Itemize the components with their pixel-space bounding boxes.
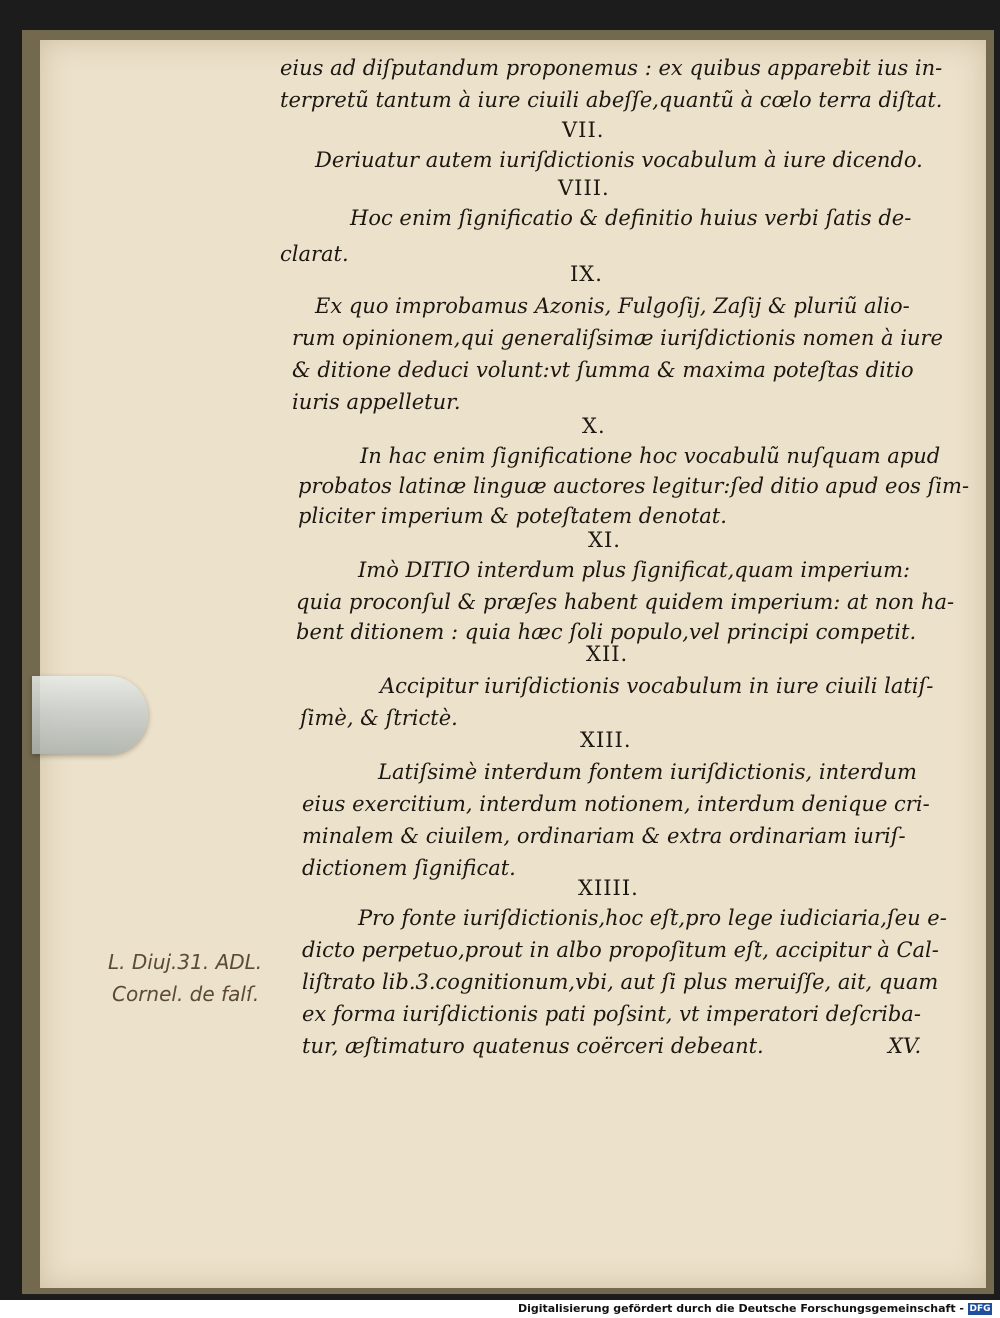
margin-note-line-2: Cornel. de falſ. xyxy=(112,982,260,1006)
section-number: VII. xyxy=(562,118,605,142)
section-number: XII. xyxy=(586,642,629,666)
section-number: XIIII. xyxy=(578,876,639,900)
text-line: eius ad diſputandum proponemus : ex quibus apparebit ius in- xyxy=(280,56,943,80)
text-line: & ditione deduci volunt:vt ſumma & maxima poteſtas ditio xyxy=(292,358,914,382)
section-number: X. xyxy=(582,414,606,438)
text-line: quia proconſul & præſes habent quidem imperium: at non ha- xyxy=(296,590,955,614)
text-line: rum opinionem,qui generaliſsimæ iuriſdictionis nomen à iure xyxy=(292,326,943,350)
text-line: pliciter imperium & poteſtatem denotat. xyxy=(298,504,727,528)
section-number: XIII. xyxy=(580,728,632,752)
text-line: minalem & ciuilem, ordinariam & extra ordinariam iuriſ- xyxy=(302,824,906,848)
footer-bar xyxy=(0,1300,1000,1318)
text-line: iuris appelletur. xyxy=(292,390,461,414)
text-line: liſtrato lib.3.cognitionum,vbi, aut ſi plus meruiſſe, ait, quam xyxy=(302,970,939,994)
text-line: In hac enim ſignificatione hoc vocabulũ nuſquam apud xyxy=(360,444,941,468)
text-line: Latiſsimè interdum fontem iuriſdictionis, interdum xyxy=(378,760,917,784)
text-line: clarat. xyxy=(280,242,349,266)
section-number: IX. xyxy=(570,262,603,286)
text-line: Hoc enim ſignificatio & definitio huius verbi ſatis de- xyxy=(350,206,912,230)
text-line: Imò DITIO interdum plus ſignificat,quam imperium: xyxy=(358,558,911,582)
text-line: Accipitur iuriſdictionis vocabulum in iure ciuili latiſ- xyxy=(380,674,934,698)
text-line: dicto perpetuo,prout in albo propoſitum eſt, accipitur à Cal- xyxy=(302,938,939,962)
dfg-logo-icon: DFG xyxy=(969,1304,991,1314)
text-line: tur, æſtimaturo quatenus coërceri debeant. xyxy=(302,1034,764,1058)
text-line: ex forma iuriſdictionis pati poſsint, vt imperatori deſcriba- xyxy=(302,1002,921,1026)
text-line: probatos latinæ linguæ auctores legitur:ſed ditio apud eos ſim- xyxy=(298,474,970,498)
section-number: XI. xyxy=(588,528,621,552)
thumb-clip xyxy=(32,676,148,754)
text-line: Ex quo improbamus Azonis, Fulgoſij, Zaſij & pluriũ alio- xyxy=(315,294,910,318)
section-number: VIII. xyxy=(558,176,610,200)
text-line: Deriuatur autem iuriſdictionis vocabulum à iure dicendo. xyxy=(315,148,923,172)
margin-note-line-1: L. Diuj.31. ADL. xyxy=(108,950,263,974)
text-line: terpretũ tantum à iure ciuili abeſſe,quantũ à cœlo terra diſtat. xyxy=(280,88,943,112)
text-line: bent ditionem : quia hæc ſoli populo,vel principi competit. xyxy=(296,620,917,644)
text-line: Pro fonte iuriſdictionis,hoc eſt,pro lege iudiciaria,ſeu e- xyxy=(358,906,947,930)
footer-credit: Digitalisierung gefördert durch die Deutsche Forschungsgemeinschaft - xyxy=(517,1302,964,1315)
text-line: dictionem ſignificat. xyxy=(302,856,516,880)
catchword: XV. xyxy=(888,1034,922,1058)
text-line: eius exercitium, interdum notionem, interdum denique cri- xyxy=(302,792,930,816)
text-line: ſimè, & ſtrictè. xyxy=(300,706,458,730)
